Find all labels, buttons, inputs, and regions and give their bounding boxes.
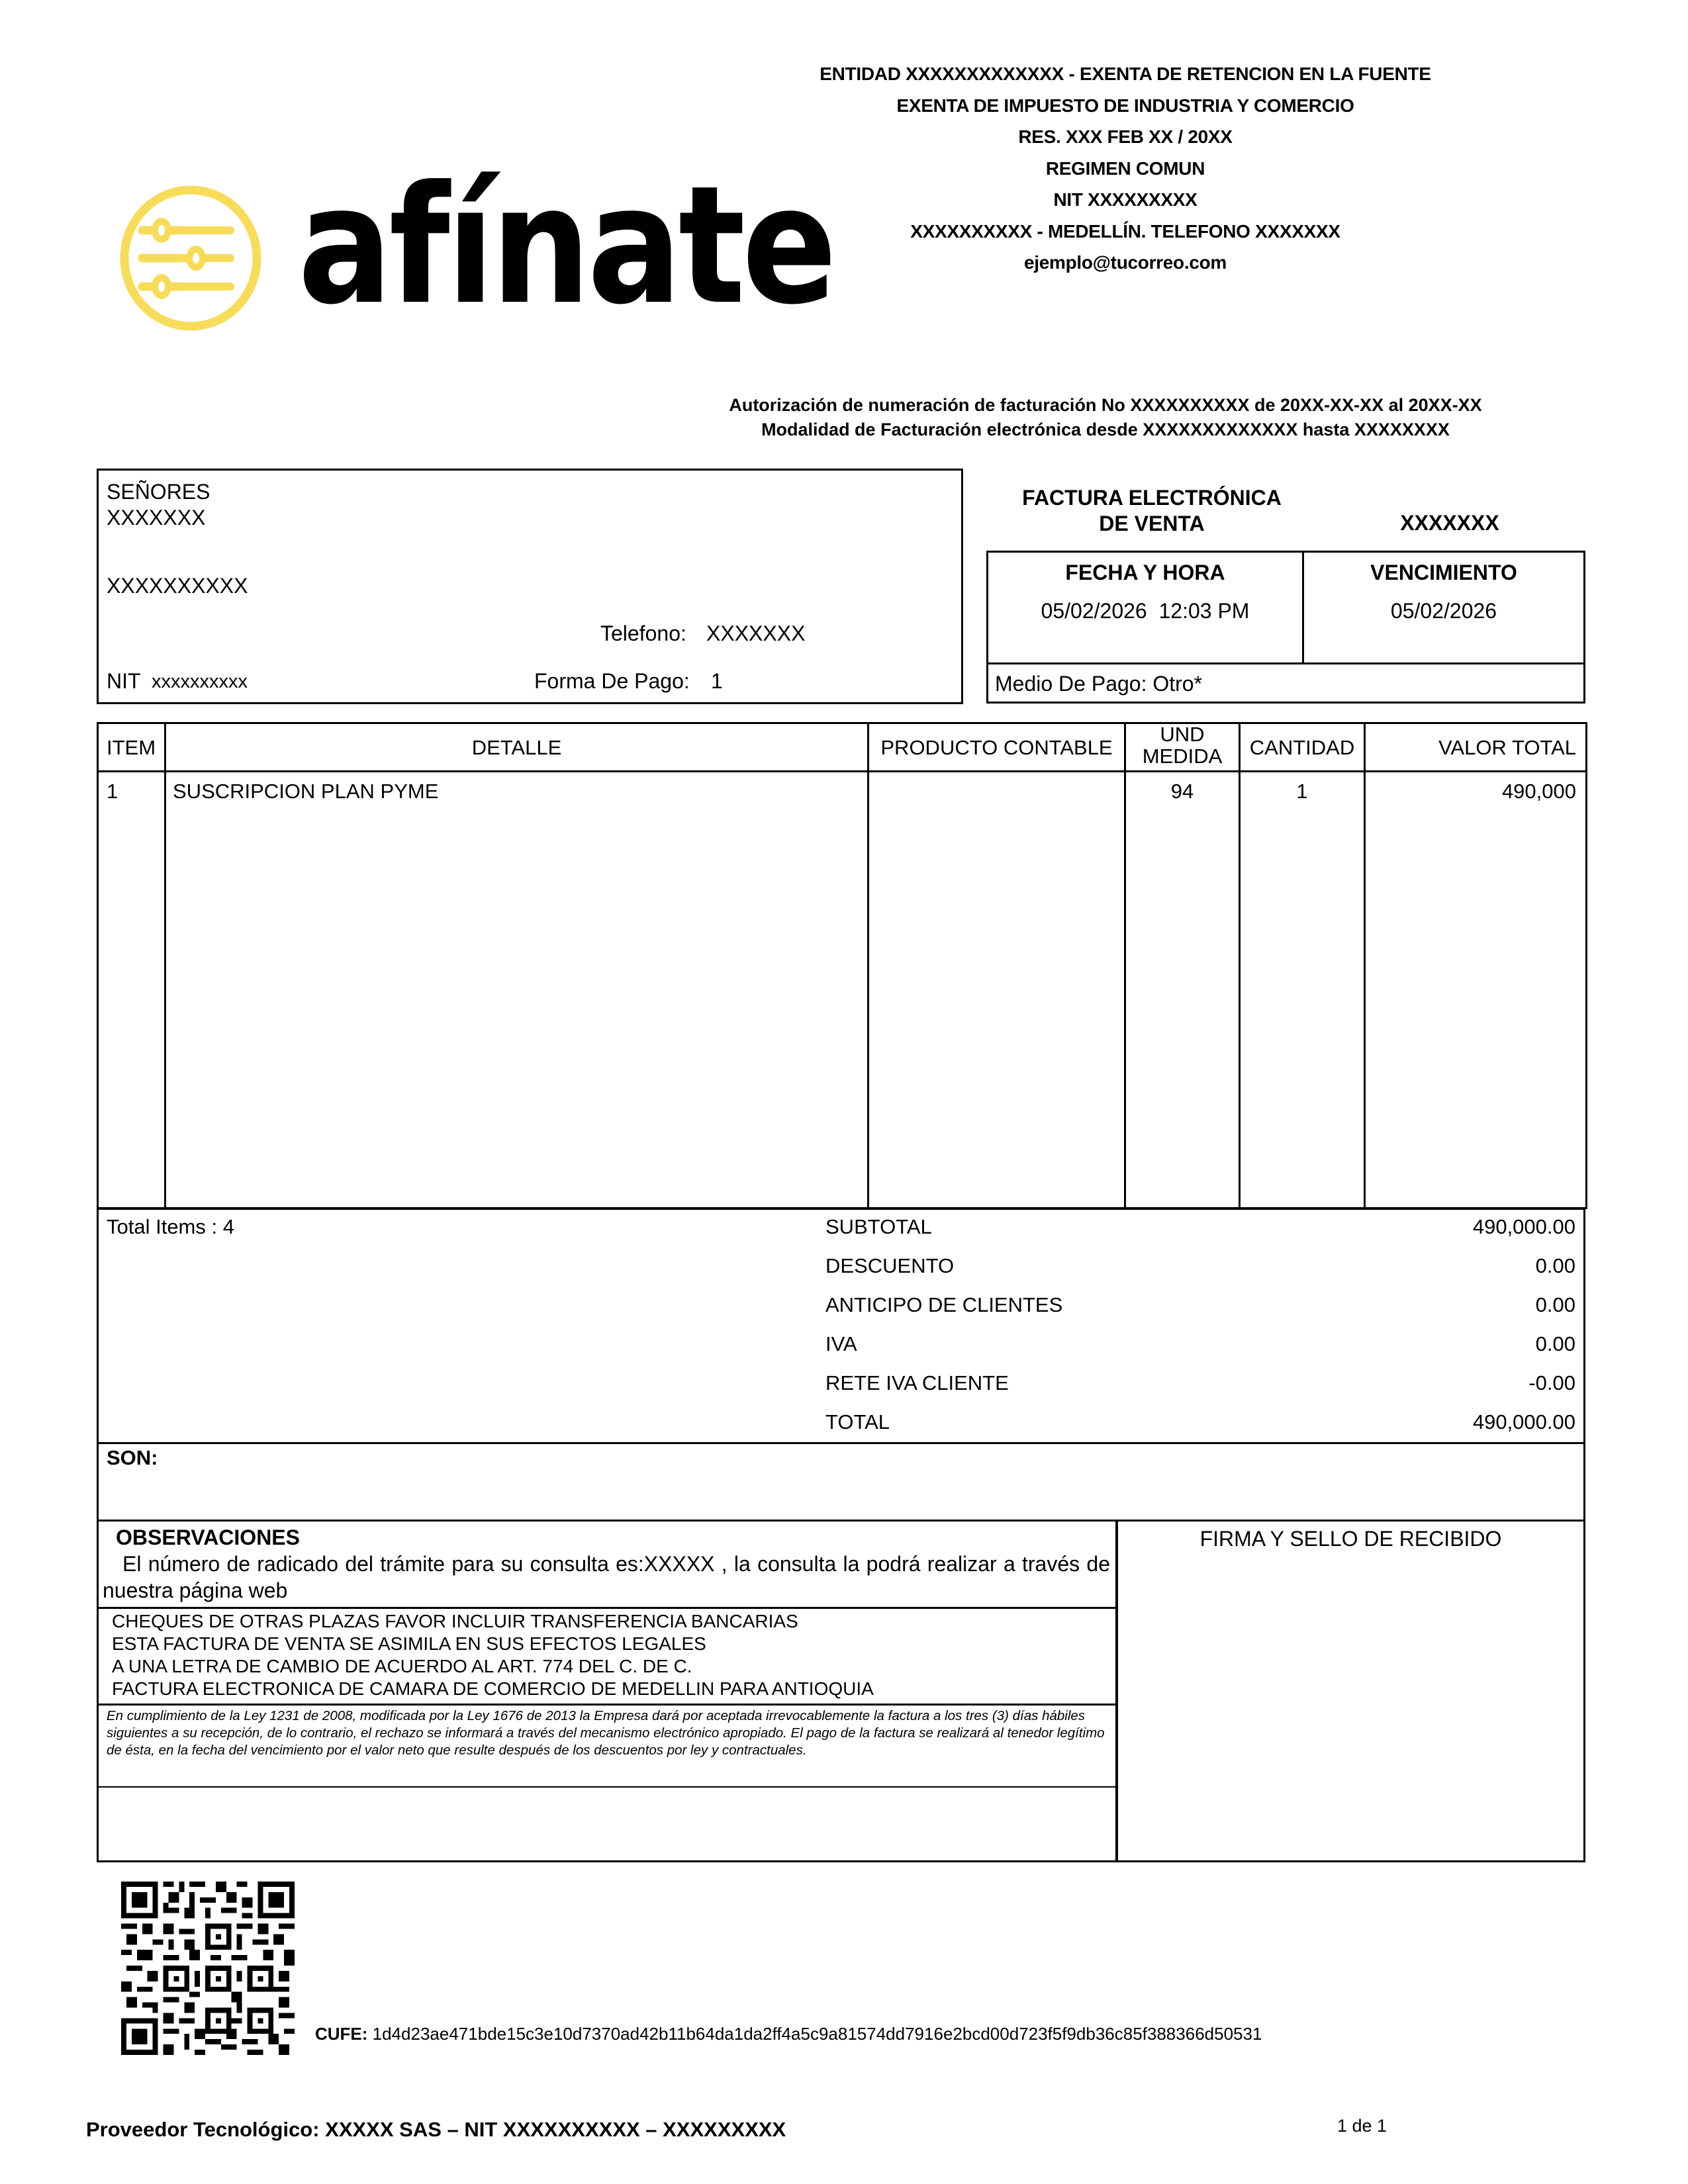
rete-iva-value: -0.00 <box>1528 1371 1575 1394</box>
row-valor: 490,000 <box>1501 780 1576 803</box>
header-producto-contable: PRODUCTO CONTABLE <box>880 736 1113 759</box>
customer-phone: XXXXXXX <box>706 621 806 645</box>
issuer-line-regime: REGIMEN COMUN <box>1045 158 1205 179</box>
customer-address: XXXXXXXXXX <box>107 574 248 598</box>
anticipo-label: ANTICIPO DE CLIENTES <box>825 1293 1063 1316</box>
due-date-cell <box>1304 553 1583 662</box>
col-divider <box>164 724 166 1209</box>
authorization-notice <box>675 393 1536 442</box>
signature-label: FIRMA Y SELLO DE RECIBIDO <box>1199 1527 1502 1551</box>
items-table <box>97 722 1587 1209</box>
header-valor-total: VALOR TOTAL <box>1438 736 1576 759</box>
payment-form-label: Forma De Pago: <box>534 669 690 693</box>
customer-nit-label: NIT <box>107 669 141 693</box>
due-date-label: VENCIMIENTO <box>1370 561 1517 584</box>
due-date-value: 05/02/2026 <box>1390 599 1497 623</box>
issuer-line-entity: ENTIDAD XXXXXXXXXXXXX - EXENTA DE RETENCION EN LA FUENTE <box>820 64 1431 84</box>
observations-notes <box>112 1610 874 1700</box>
cufe-label: CUFE: <box>315 2024 368 2044</box>
iva-label: IVA <box>825 1332 857 1355</box>
subtotal-value: 490,000.00 <box>1472 1215 1575 1238</box>
iva-value: 0.00 <box>1535 1332 1575 1355</box>
invoice-title-line-2: DE VENTA <box>1099 512 1205 535</box>
issuer-line-tax-exempt: EXENTA DE IMPUESTO DE INDUSTRIA Y COMERCIO <box>896 95 1354 116</box>
divider <box>99 1607 1115 1609</box>
issuer-line-nit: NIT XXXXXXXXX <box>1053 189 1197 210</box>
customer-nit: xxxxxxxxxx <box>152 671 248 692</box>
customer-phone-label: Telefono: <box>600 621 686 645</box>
row-cantidad: 1 <box>1296 780 1308 803</box>
descuento-value: 0.00 <box>1535 1254 1575 1277</box>
note-line: ESTA FACTURA DE VENTA SE ASIMILA EN SUS EFECTOS LEGALES <box>112 1633 706 1654</box>
legal-notice: En cumplimiento de la Ley 1231 de 2008, modificada por la Ley 1676 de 2013 la Empresa dará por aceptada irrevocablemente la factura a los tres (3) días hábiles siguientes a su recepción, de lo contrario, el rechazo se informará a través del mecanismo electrónico apropiado. El pago de la factura se realizará al tenedor legítimo de ésta, en la fecha del vencimiento por el valor neto que resulte después de los descuentos por ley y contractuales. <box>107 1708 1105 1758</box>
total-value: 490,000.00 <box>1472 1410 1575 1433</box>
divider <box>99 1786 1115 1788</box>
sliders-circle-icon <box>119 184 271 336</box>
header-und-line-1: UND <box>1160 723 1205 746</box>
issuer-line-email: ejemplo@tucorreo.com <box>1023 252 1227 273</box>
cufe-value: 1d4d23ae471bde15c3e10d7370ad42b11b64da1da2ff4a5c9a81574dd7916e2bcd00d723f5f9db36c85f388366d50531 <box>372 2024 1262 2044</box>
issue-date-label: FECHA Y HORA <box>1065 561 1225 584</box>
note-line: A UNA LETRA DE CAMBIO DE ACUERDO AL ART. 774 DEL C. DE C. <box>112 1656 692 1676</box>
invoice-dates-box <box>986 551 1585 704</box>
issuer-info <box>761 58 1489 279</box>
header-item: ITEM <box>107 736 156 759</box>
observations-title: OBSERVACIONES <box>116 1525 300 1549</box>
page-number: 1 de 1 <box>1337 2116 1387 2136</box>
company-logo <box>119 152 834 341</box>
observations-body: El número de radicado del trámite para su consulta es:XXXXX , la consulta la podrá realizar a través de nuestra página web <box>103 1552 1110 1602</box>
divider <box>99 1704 1115 1706</box>
header-und-medida <box>1126 723 1239 767</box>
col-divider <box>867 724 869 1209</box>
authorization-line-2: Modalidad de Facturación electrónica desde XXXXXXXXXXXXX hasta XXXXXXXX <box>761 420 1450 439</box>
row-und: 94 <box>1170 780 1194 803</box>
issuer-line-resolution: RES. XXX FEB XX / 20XX <box>1018 126 1233 147</box>
customer-label: SEÑORES <box>107 480 211 504</box>
customer-box <box>97 469 963 704</box>
authorization-line-1: Autorización de numeración de facturación No XXXXXXXXXX de 20XX-XX-XX al 20XX-XX <box>729 395 1482 415</box>
qr-code-icon <box>121 1882 295 2055</box>
issue-date-cell <box>988 553 1302 662</box>
signature-box <box>1116 1520 1585 1862</box>
cufe-line <box>315 2024 1262 2044</box>
tech-provider: Proveedor Tecnológico: XXXXX SAS – NIT XXXXXXXXXX – XXXXXXXXX <box>86 2118 786 2141</box>
note-line: FACTURA ELECTRONICA DE CAMARA DE COMERCIO DE MEDELLIN PARA ANTIOQUIA <box>112 1678 874 1699</box>
anticipo-value: 0.00 <box>1535 1293 1575 1316</box>
header-detalle: DETALLE <box>471 736 562 759</box>
invoice-title-line-1: FACTURA ELECTRÓNICA <box>1022 486 1282 510</box>
row-item: 1 <box>107 780 118 803</box>
customer-name: XXXXXXX <box>107 506 206 529</box>
header-cantidad: CANTIDAD <box>1249 736 1355 759</box>
date-row-divider <box>988 662 1583 664</box>
amount-in-words-box <box>97 1442 1585 1522</box>
invoice-number: XXXXXXX <box>1400 511 1499 535</box>
header-und-line-2: MEDIDA <box>1142 745 1223 768</box>
row-detalle: SUSCRIPCION PLAN PYME <box>173 780 439 803</box>
logo-wordmark: afínate <box>298 152 834 341</box>
payment-form-value: 1 <box>711 669 723 693</box>
invoice-title <box>986 485 1317 537</box>
note-line: CHEQUES DE OTRAS PLAZAS FAVOR INCLUIR TRANSFERENCIA BANCARIAS <box>112 1611 798 1631</box>
total-items-count: Total Items : 4 <box>107 1215 234 1238</box>
issue-date-value: 05/02/2026 12:03 PM <box>1041 599 1250 623</box>
descuento-label: DESCUENTO <box>825 1254 955 1277</box>
observations-box <box>97 1520 1117 1862</box>
rete-iva-label: RETE IVA CLIENTE <box>825 1371 1009 1394</box>
son-label: SON: <box>107 1446 158 1469</box>
header-divider <box>99 770 1585 772</box>
total-label: TOTAL <box>825 1410 890 1433</box>
payment-method: Medio De Pago: Otro* <box>995 672 1203 696</box>
totals-box <box>97 1207 1585 1444</box>
subtotal-label: SUBTOTAL <box>825 1215 932 1238</box>
issuer-line-address: XXXXXXXXXX - MEDELLÍN. TELEFONO XXXXXXX <box>910 220 1340 242</box>
